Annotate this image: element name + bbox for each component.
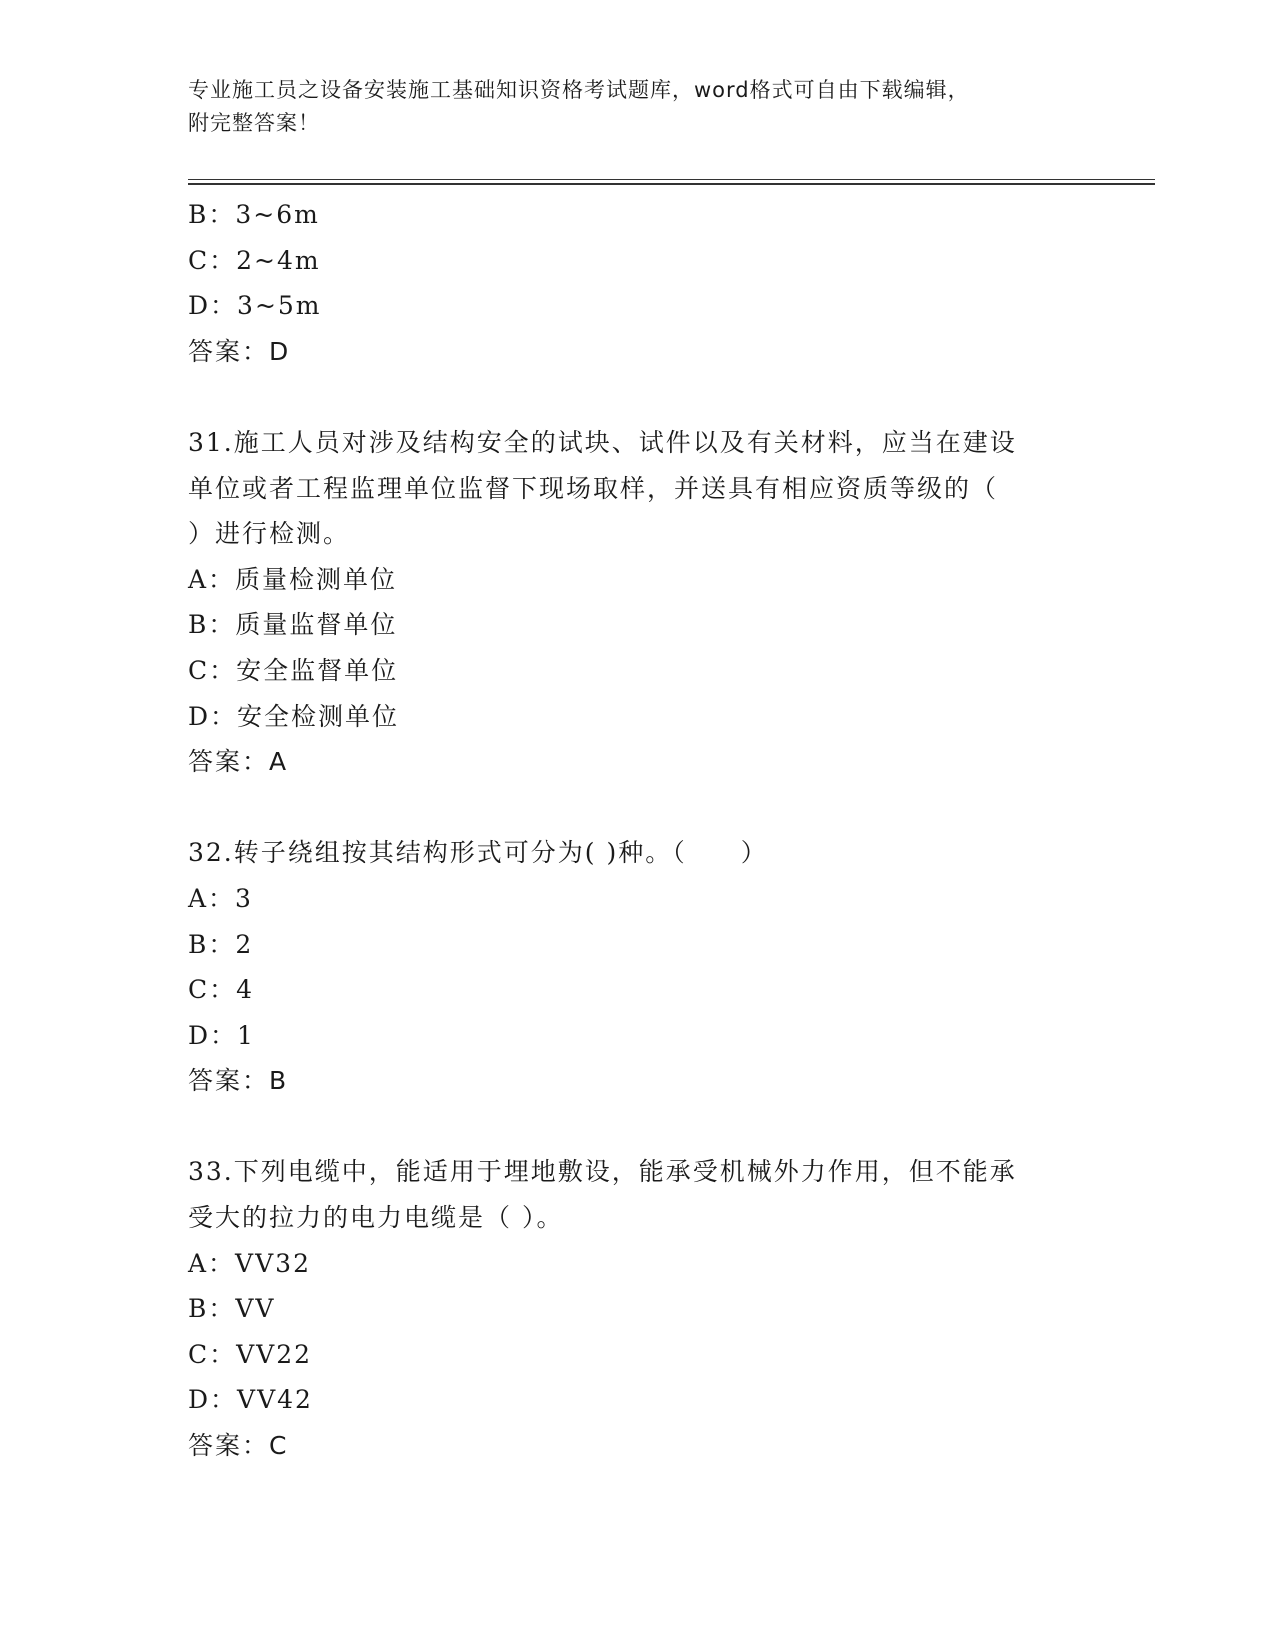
question-text-line: 单位或者工程监理单位监督下现场取样，并送具有相应资质等级的（ [188,473,999,503]
option-b: B：VV [188,1294,276,1324]
question-32 [188,830,1088,1104]
answer-line: 答案：A [188,747,289,777]
spacer [188,785,1088,831]
option-d: D：3~5m [188,291,322,321]
option-a: A：质量检测单位 [188,564,398,594]
answer-line: 答案：C [188,1431,289,1461]
option-c: C：安全监督单位 [188,655,399,685]
question-text-line: 受大的拉力的电力电缆是（ ）。 [188,1203,564,1233]
question-text-line: 33.下列电缆中，能适用于埋地敷设，能承受机械外力作用，但不能承 [188,1157,1017,1187]
option-c: C：2~4m [188,245,321,275]
document-body [188,192,1088,1469]
option-d: D：安全检测单位 [188,701,400,731]
question-31 [188,420,1088,785]
question-text-line: 32.转子绕组按其结构形式可分为( )种。（ ） [188,838,768,868]
option-b: B：3~6m [188,200,320,229]
header-rule-thin [188,179,1155,180]
header-line-1: 专业施工员之设备安装施工基础知识资格考试题库，word格式可自由下载编辑， [188,78,970,102]
option-c: C：VV22 [188,1339,313,1369]
option-c: C：4 [188,975,255,1005]
answer-line: 答案：D [188,336,291,366]
answer-line: 答案：B [188,1066,289,1096]
option-a: A：3 [188,883,253,913]
option-a: A：VV32 [188,1248,311,1278]
option-d: D：1 [188,1020,255,1050]
option-d: D：VV42 [188,1385,313,1415]
option-b: B：2 [188,929,254,959]
question-33 [188,1149,1088,1468]
option-b: B：质量监督单位 [188,610,398,640]
question-text-line: 31.施工人员对涉及结构安全的试块、试件以及有关材料，应当在建设 [188,427,1017,457]
document-header [188,74,1088,140]
header-rule-thick [188,183,1155,185]
question-text-line: ）进行检测。 [188,519,351,549]
spacer [188,374,1088,420]
header-line-2: 附完整答案！ [188,111,320,135]
question-30-continued [188,192,1088,374]
spacer [188,1104,1088,1150]
